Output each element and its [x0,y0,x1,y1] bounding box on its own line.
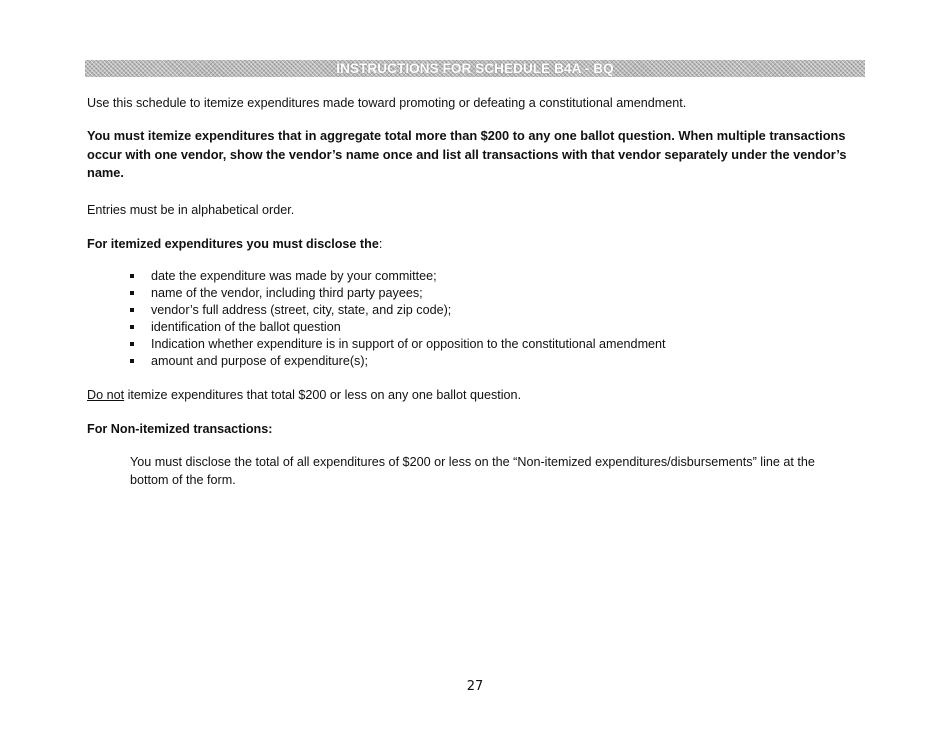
list-item [130,353,666,370]
list-item-text: name of the vendor, including third party payees; [151,286,423,300]
intro-paragraph: Use this schedule to itemize expenditures made toward promoting or defeating a constitutional amendment. [87,96,687,110]
list-item-text: amount and purpose of expenditure(s); [151,354,369,368]
disclosure-list [130,268,666,370]
list-item [130,285,666,302]
disclose-heading-colon: : [378,237,383,251]
square-bullet-icon [130,308,134,312]
square-bullet-icon [130,342,134,346]
section-title-bar [85,60,865,77]
list-item [130,302,666,319]
list-item [130,268,666,285]
page-number: 27 [466,679,484,694]
list-item-text: identification of the ballot question [151,320,341,334]
square-bullet-icon [130,274,134,278]
list-item-text: Indication whether expenditure is in support of or opposition to the constitutional amendment [151,337,666,351]
disclose-heading-text: For itemized expenditures you must disclose the [87,237,379,251]
list-item-text: date the expenditure was made by your committee; [151,269,437,283]
square-bullet-icon [130,325,134,329]
list-item [130,319,666,336]
section-title: INSTRUCTIONS FOR SCHEDULE B4A - BQ [336,61,614,76]
do-not-itemize-note [87,386,521,404]
non-itemized-heading: For Non-itemized transactions: [87,422,273,436]
square-bullet-icon [130,359,134,363]
do-not-emphasis: Do not [87,388,125,402]
do-not-rest-text: itemize expenditures that total $200 or less on any one ballot question. [124,388,522,402]
list-item [130,336,666,353]
disclose-heading [87,235,382,253]
itemize-requirement-paragraph: You must itemize expenditures that in aggregate total more than $200 to any one ballot question. When multiple transactions occur with one vendor, show the vendor’s name once and list all transactions with that vendor separately under the vendor’s name. [87,128,847,180]
alphabetical-order-note: Entries must be in alphabetical order. [87,203,295,217]
list-item-text: vendor’s full address (street, city, state, and zip code); [151,303,452,317]
non-itemized-paragraph: You must disclose the total of all expenditures of $200 or less on the “Non-itemized expenditures/disbursements” line at the bottom of the form. [130,455,815,487]
square-bullet-icon [130,291,134,295]
